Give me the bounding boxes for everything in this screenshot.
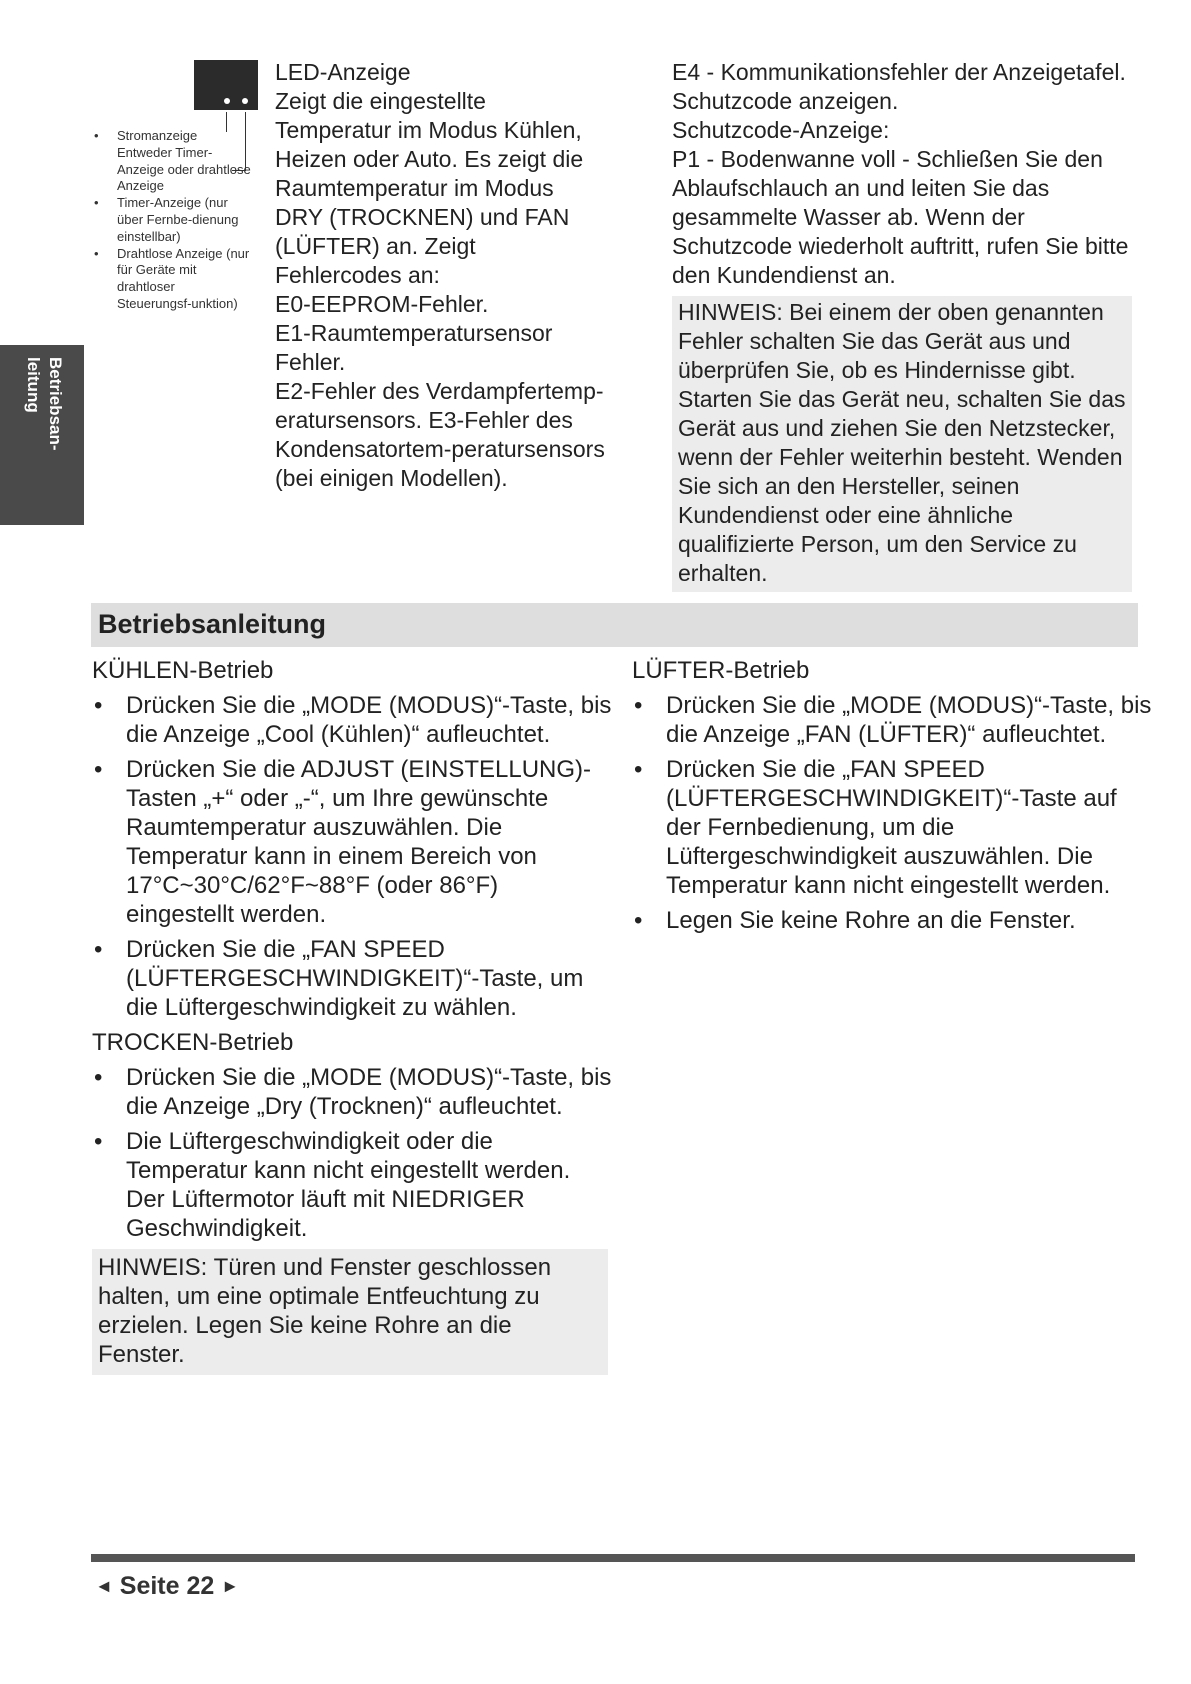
list-item: • Drücken Sie die „MODE (MODUS)“-Taste, bis die Anzeige „FAN (LÜFTER)“ aufleuchtet. bbox=[632, 691, 1152, 749]
led-body: Zeigt die eingestellte Temperatur im Modus Kühlen, Heizen oder Auto. Es zeigt die Raumtemperatur im Modus DRY (TROCKNEN) und FAN (LÜFTER) an. Zeigt Fehlercodes an: bbox=[275, 88, 584, 288]
error-codes-continued bbox=[672, 58, 1132, 592]
error-code: E2-Fehler des Verdampfertemp-eratursensors. E3-Fehler des Kondensatortem-peratursensors (bei einigen Modellen). bbox=[275, 378, 605, 491]
indicator-legend-item: • Drahtlose Anzeige (nur für Geräte mit drahtloser Steuerungsf-unktion) bbox=[92, 246, 252, 313]
indicator-legend-item: • Stromanzeige Entweder Timer-Anzeige oder drahtlose Anzeige bbox=[92, 128, 252, 195]
led-description bbox=[275, 58, 605, 493]
list-item: • Legen Sie keine Rohre an die Fenster. bbox=[632, 906, 1152, 935]
indicator-legend-item: • Timer-Anzeige (nur über Fernbe-dienung einstellbar) bbox=[92, 195, 252, 245]
right-column bbox=[632, 656, 1152, 941]
side-tab-label: Betriebsan- leitung bbox=[24, 357, 65, 451]
indicator-dot-2 bbox=[242, 98, 248, 104]
footer-rule bbox=[91, 1554, 1135, 1562]
fan-bullets bbox=[632, 691, 1152, 935]
fan-heading: LÜFTER-Betrieb bbox=[632, 657, 810, 684]
section-header bbox=[91, 603, 1138, 647]
protection-code-p1: P1 - Bodenwanne voll - Schließen Sie den Ablaufschlauch an und leiten Sie das gesammelte Wasser ab. Wenn der Schutzcode wiederholt auftritt, rufen Sie bitte den Kundendienst an. bbox=[672, 146, 1129, 288]
error-code-e4: E4 - Kommunikationsfehler der Anzeigetafel. Schutzcode anzeigen. bbox=[672, 59, 1126, 114]
indicator-legend bbox=[92, 128, 252, 313]
side-tab bbox=[0, 345, 84, 525]
list-item: • Die Lüftergeschwindigkeit oder die Temperatur kann nicht eingestellt werden. Der Lüftermotor läuft mit NIEDRIGER Geschwindigkeit. bbox=[92, 1127, 612, 1243]
cool-heading: KÜHLEN-Betrieb bbox=[92, 657, 274, 684]
list-item: • Drücken Sie die „FAN SPEED (LÜFTERGESCHWINDIGKEIT)“-Taste, um die Lüftergeschwindigkeit zu wählen. bbox=[92, 935, 612, 1022]
led-title: LED-Anzeige bbox=[275, 59, 411, 85]
protection-code-heading: Schutzcode-Anzeige: bbox=[672, 117, 890, 143]
note-box: HINWEIS: Bei einem der oben genannten Fehler schalten Sie das Gerät aus und überprüfen Sie, ob es Hindernisse gibt. Starten Sie das Gerät neu, schalten Sie das Gerät aus und ziehen Sie den Netzstecker, wenn der Fehler weiterhin besteht. Wenden Sie sich an den Hersteller, seinen Kundendienst oder eine ähnliche qualifizierte Person, um den Service zu erhalten. bbox=[672, 296, 1132, 592]
dry-bullets bbox=[92, 1063, 612, 1243]
list-item: • Drücken Sie die ADJUST (EINSTELLUNG)-Tasten „+“ oder „-“, um Ihre gewünschte Raumtemperatur auszuwählen. Die Temperatur kann in einem Bereich von 17°C~30°C/62°F~88°F (oder 86°F) eingestellt werden. bbox=[92, 755, 612, 929]
dry-heading: TROCKEN-Betrieb bbox=[92, 1029, 294, 1056]
error-code: E0-EEPROM-Fehler. bbox=[275, 291, 489, 317]
cool-bullets bbox=[92, 691, 612, 1022]
list-item: • Drücken Sie die „MODE (MODUS)“-Taste, bis die Anzeige „Cool (Kühlen)“ aufleuchtet. bbox=[92, 691, 612, 749]
section-title: Betriebsanleitung bbox=[98, 609, 327, 639]
display-panel-illustration bbox=[194, 60, 258, 110]
next-page-icon[interactable]: ► bbox=[221, 1576, 240, 1596]
page-number: Seite 22 bbox=[119, 1572, 215, 1600]
indicator-dot-1 bbox=[224, 98, 230, 104]
list-item: • Drücken Sie die „MODE (MODUS)“-Taste, bis die Anzeige „Dry (Trocknen)“ aufleuchtet. bbox=[92, 1063, 612, 1121]
list-item: • Drücken Sie die „FAN SPEED (LÜFTERGESCHWINDIGKEIT)“-Taste auf der Fernbedienung, um die Lüftergeschwindigkeit auszuwählen. Die Temperatur kann nicht eingestellt werden. bbox=[632, 755, 1152, 900]
page-footer bbox=[95, 1572, 239, 1601]
left-column bbox=[92, 656, 612, 1375]
dry-note-box: HINWEIS: Türen und Fenster geschlossen halten, um eine optimale Entfeuchtung zu erzielen. Legen Sie keine Rohre an die Fenster. bbox=[92, 1249, 608, 1375]
error-code: E1-Raumtemperatursensor Fehler. bbox=[275, 320, 553, 375]
prev-page-icon[interactable]: ◄ bbox=[95, 1576, 113, 1596]
